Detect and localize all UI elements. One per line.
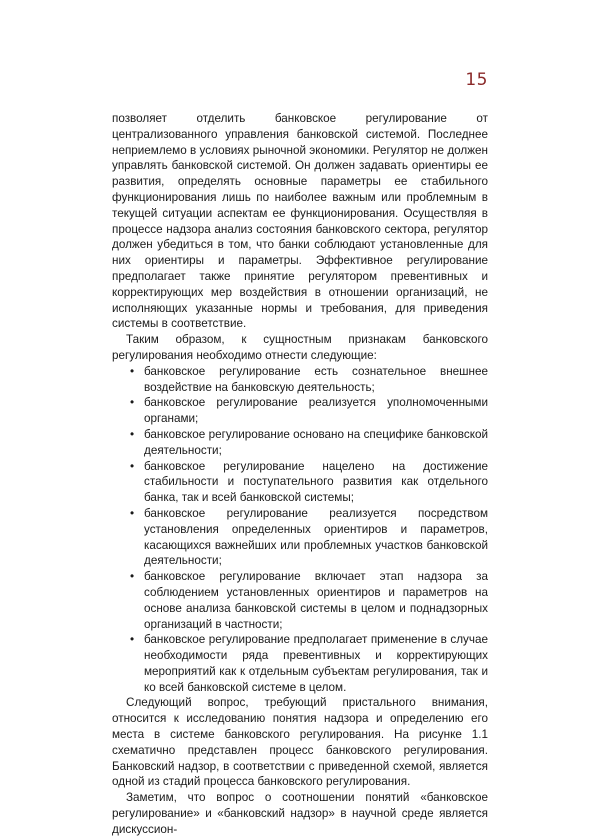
bullet-item: • банковское регулирование есть сознательное внешнее воздействие на банковскую деятельность; [144, 364, 488, 396]
bullet-item: • банковское регулирование основано на специфике банковской деятельности; [144, 427, 488, 459]
bullet-list [112, 364, 488, 696]
page-body [112, 111, 488, 838]
paragraph-4: Заметим, что вопрос о соотношении понятий «банковское регулирование» и «банковский надзор» в научной среде является дискуссион- [112, 791, 488, 836]
bullet-item: • банковское регулирование реализуется уполномоченными органами; [144, 395, 488, 427]
bullet-item: • банковское регулирование включает этап надзора за соблюдением установленных ориентиров и параметров на основе анализа банковской системы в целом и поднадзорных организаций в частности; [144, 569, 488, 632]
page-number: 15 [465, 70, 488, 90]
bullet-item: • банковское регулирование нацелено на достижение стабильности и поступательного развития как отдельного банка, так и всей банковской системы; [144, 459, 488, 506]
paragraph-3: Следующий вопрос, требующий пристального внимания, относится к исследованию понятия надзора и определению его места в системе банковского регулирования. На рисунке 1.1 схематично представлен процесс банковского регулирования. Банковский надзор, в соответствии с приведенной схемой, является одной из стадий процесса банковского регулирования. [112, 696, 488, 789]
bullet-item: • банковское регулирование предполагает применение в случае необходимости ряда превентивных и корректирующих мероприятий как к отдельным субъектам регулирования, так и ко всей банковской системе в целом. [144, 632, 488, 695]
paragraph-2: Таким образом, к сущностным признакам банковского регулирования необходимо отнести следующие: [112, 333, 488, 362]
paragraph-1: позволяет отделить банковское регулирование от централизованного управления банковской системой. Последнее неприемлемо в условиях рыночной экономики. Регулятор не должен управлять банковской системой. Он должен задавать ориентиры ее развития, определять основные параметры ее стабильного функционирования лишь по наиболее важным или проблемным в текущей ситуации аспектам ее функционирования. Осуществляя в процессе надзора анализ состояния банковского сектора, регулятор должен убедиться в том, что банки соблюдают установленные для них ориентиры и параметры. Эффективное регулирование предполагает также принятие регулятором превентивных и корректирующих мер воздействия в отношении организаций, не исполняющих указанные нормы и требования, для приведения системы в соответствие. [112, 112, 488, 331]
bullet-item: • банковское регулирование реализуется посредством установления определенных ориентиров и параметров, касающихся важнейших или проблемных участков банковской деятельности; [144, 506, 488, 569]
